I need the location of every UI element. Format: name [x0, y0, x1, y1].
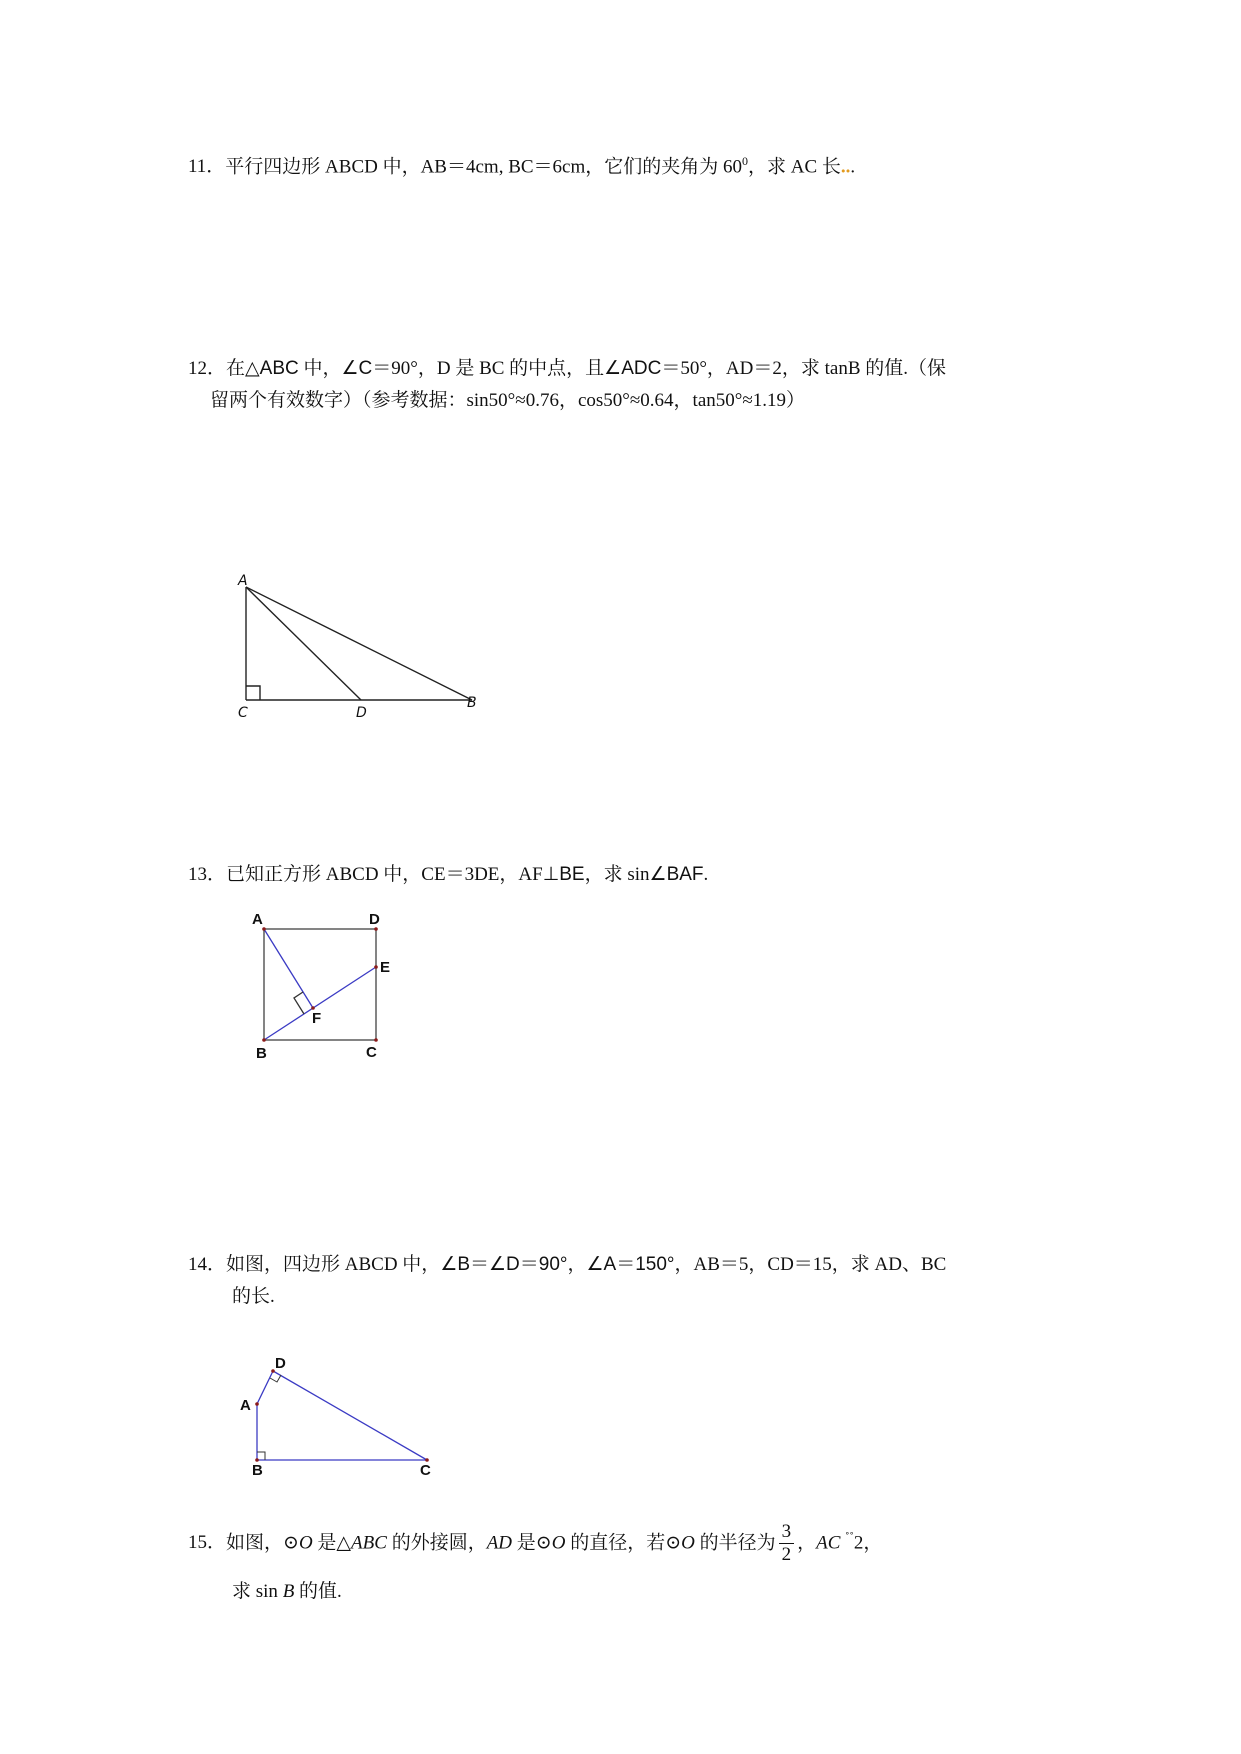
- question-text: 如图，⊙: [226, 1532, 299, 1554]
- angle-conditions: ∠B＝∠D＝90°，∠A＝150°: [440, 1254, 675, 1275]
- fraction-numerator: 3: [779, 1521, 795, 1544]
- vertex-label-a: A: [238, 573, 248, 589]
- vertex-label-b: B: [256, 1045, 267, 1062]
- angle-label: ∠ADC: [604, 358, 662, 379]
- question-text: ，: [797, 1532, 817, 1554]
- vertex-label-d: D: [275, 1355, 286, 1372]
- vertex-label-a: A: [252, 911, 263, 928]
- triangle-label: △ABC: [245, 358, 299, 379]
- vertex-label-c: C: [366, 1044, 377, 1061]
- question-text: 如图，四边形 ABCD 中，: [226, 1254, 441, 1275]
- question-number: 15．: [188, 1532, 227, 1554]
- question-text: 2，: [853, 1532, 883, 1554]
- garbled-symbol: ˚˚: [845, 1529, 854, 1544]
- question-text: 的直径，若⊙: [565, 1532, 682, 1554]
- fraction-three-halves: [779, 1521, 795, 1566]
- question-15: [188, 1520, 882, 1566]
- question-text-tail: ，求 AC 长: [748, 156, 841, 178]
- math-var: AD: [486, 1532, 513, 1554]
- question-12-line2: 留两个有效数字）（参考数据：sin50°≈0.76，cos50°≈0.64，tan50°≈1.19）: [210, 390, 806, 411]
- question-text: ＝90°，D 是 BC 的中点，且: [372, 358, 605, 379]
- question-text: 的值.: [294, 1581, 342, 1602]
- math-var: AC: [816, 1532, 841, 1554]
- point-label-e: E: [380, 959, 391, 976]
- question-text: 在: [226, 358, 246, 379]
- vertex-label-c: C: [238, 705, 248, 721]
- math-var: O: [681, 1532, 695, 1554]
- math-var: O: [551, 1532, 566, 1554]
- perpendicular-label: ⊥BE: [542, 864, 585, 885]
- math-var: ABC: [351, 1532, 387, 1554]
- question-text: 已知正方形 ABCD 中，CE＝3DE，AF: [226, 864, 543, 885]
- question-number: 14．: [188, 1254, 227, 1275]
- question-number: 13．: [188, 864, 227, 885]
- vertex-label-c: C: [420, 1462, 431, 1479]
- question-text: ＝50°，AD＝2，求 tanB 的值.（保: [661, 358, 947, 379]
- segment-ad: [257, 1371, 273, 1404]
- math-var: B: [282, 1581, 295, 1602]
- question-text: 中，: [298, 358, 342, 379]
- vertex-label-b: B: [252, 1462, 263, 1479]
- question-14-line2: 的长.: [232, 1286, 275, 1307]
- vertex-label-d: D: [356, 705, 367, 721]
- math-var: O: [298, 1532, 313, 1554]
- right-angle-mark-d: [270, 1375, 281, 1382]
- question-text: 平行四边形 ABCD 中，AB＝4cm, BC＝6cm，它们的夹角为 60: [225, 156, 742, 178]
- question-number: 11．: [188, 156, 226, 178]
- angle-label: ∠C: [341, 358, 373, 379]
- question-text: 求 sin: [232, 1581, 283, 1602]
- question-number: 12．: [188, 358, 227, 379]
- segment-dc: [273, 1371, 427, 1460]
- highlight-mark: ..: [840, 156, 851, 178]
- vertex-label-a: A: [240, 1397, 251, 1414]
- question-text: ，AB＝5，CD＝15，求 AD、BC: [674, 1254, 947, 1275]
- question-15-line2: [232, 1575, 342, 1608]
- question-text: 是⊙: [512, 1532, 552, 1554]
- end-punct: .: [703, 864, 709, 885]
- end-punct: .: [850, 156, 856, 178]
- vertex-label-d: D: [369, 911, 380, 928]
- question-text: ，求 sin: [584, 864, 650, 885]
- point-label-f: F: [312, 1010, 322, 1027]
- question-text: 是△: [312, 1532, 352, 1554]
- question-text: 的半径为: [694, 1532, 776, 1554]
- superscript: 0: [742, 154, 748, 168]
- angle-label: ∠BAF: [649, 864, 704, 885]
- vertex-label-b: B: [467, 695, 477, 711]
- question-text: 的外接圆，: [386, 1532, 487, 1554]
- fraction-denominator: 2: [781, 1544, 792, 1566]
